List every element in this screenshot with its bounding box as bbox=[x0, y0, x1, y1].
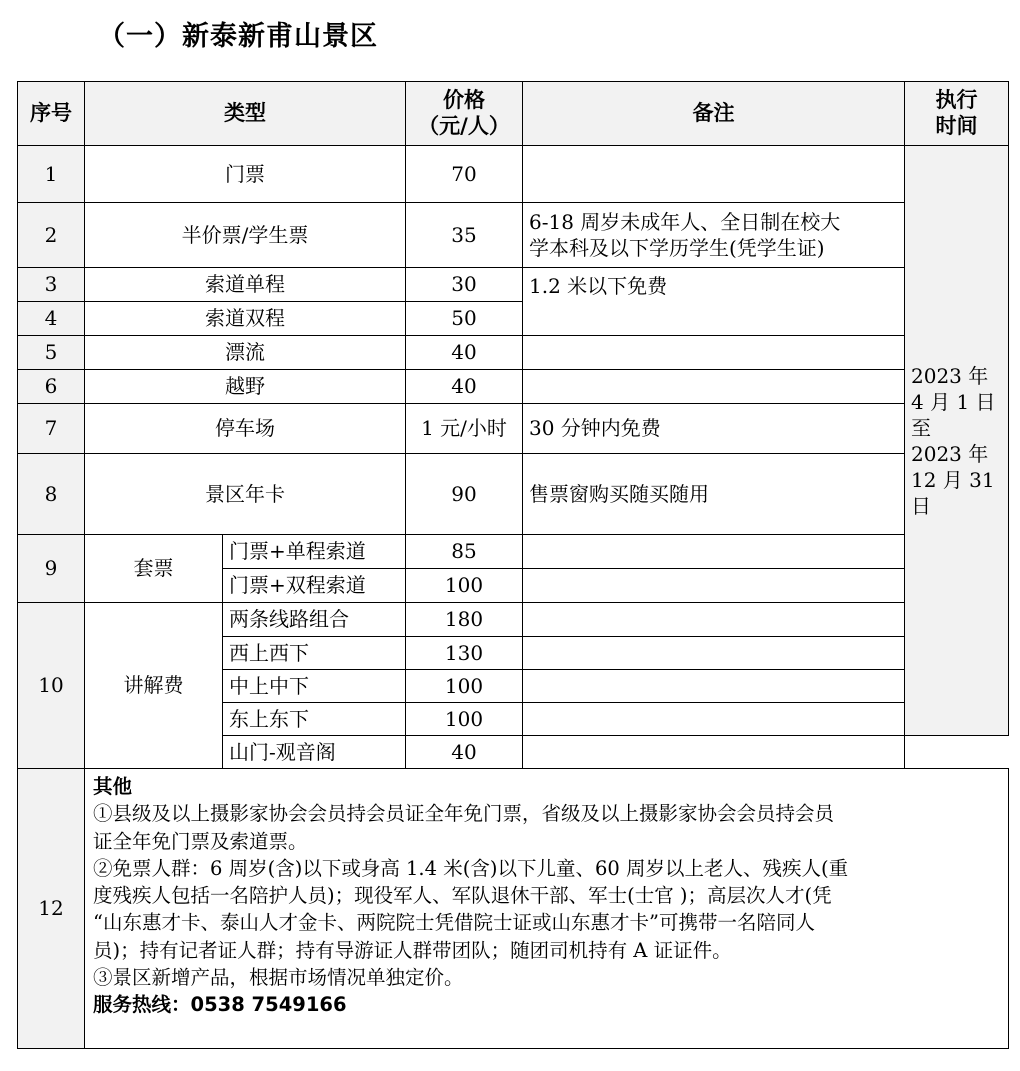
header-exec-line1: 执行 bbox=[935, 88, 978, 113]
row-seq: 8 bbox=[18, 454, 85, 535]
exec-time-line: 12 月 31 bbox=[911, 467, 995, 492]
row-seq: 1 bbox=[18, 146, 85, 203]
header-seq: 序号 bbox=[18, 82, 85, 146]
table-row bbox=[18, 268, 1009, 302]
other-note-line: ①县级及以上摄影家协会会员持会员证全年免门票，省级及以上摄影家协会会员持会员 bbox=[93, 802, 835, 826]
table-row bbox=[18, 769, 1009, 1049]
package-item-price: 85 bbox=[406, 535, 523, 569]
package-item-price: 100 bbox=[406, 569, 523, 603]
exec-time-cell bbox=[905, 146, 1009, 736]
other-note-line: 员)；持有记者证人群；持有导游证人群带团队；随团司机持有 A 证证件。 bbox=[93, 938, 732, 962]
row-remark bbox=[523, 637, 905, 670]
table-row bbox=[18, 146, 1009, 203]
row-seq: 6 bbox=[18, 370, 85, 404]
guide-item-type: 两条线路组合 bbox=[223, 603, 406, 637]
row-seq: 3 bbox=[18, 268, 85, 302]
header-price bbox=[406, 82, 523, 146]
guide-item-type: 西上西下 bbox=[223, 637, 406, 670]
package-item-type: 门票+双程索道 bbox=[223, 569, 406, 603]
row-price: 35 bbox=[406, 203, 523, 268]
row-remark bbox=[523, 535, 905, 569]
table-row bbox=[18, 203, 1009, 268]
row-remark bbox=[523, 670, 905, 703]
row-remark-line1: 6-18 周岁未成年人、全日制在校大 bbox=[529, 210, 841, 234]
table-row bbox=[18, 603, 1009, 637]
row-remark: 30 分钟内免费 bbox=[523, 404, 905, 454]
header-price-line2: （元/人） bbox=[418, 113, 510, 138]
table-row bbox=[18, 336, 1009, 370]
row-price: 70 bbox=[406, 146, 523, 203]
exec-time-line: 4 月 1 日 bbox=[911, 389, 996, 414]
row-seq: 5 bbox=[18, 336, 85, 370]
other-note-line: 证全年免门票及索道票。 bbox=[93, 829, 308, 853]
guide-item-price: 100 bbox=[406, 703, 523, 736]
row-type: 停车场 bbox=[85, 404, 406, 454]
exec-time-line: 至 bbox=[911, 415, 931, 440]
row-price: 40 bbox=[406, 336, 523, 370]
guide-item-price: 40 bbox=[406, 736, 523, 769]
row-price: 50 bbox=[406, 302, 523, 336]
row-remark bbox=[523, 336, 905, 370]
row-remark: 1.2 米以下免费 bbox=[523, 268, 905, 336]
row-seq: 2 bbox=[18, 203, 85, 268]
other-note-line: 度残疾人包括一名陪护人员)；现役军人、军队退休干部、军士(士官 )；高层次人才(凭 bbox=[93, 884, 832, 908]
row-seq: 9 bbox=[18, 535, 85, 603]
row-price: 1 元/小时 bbox=[406, 404, 523, 454]
exec-time-line: 2023 年 bbox=[911, 441, 989, 466]
row-type: 越野 bbox=[85, 370, 406, 404]
header-exec-time bbox=[905, 82, 1009, 146]
price-table bbox=[17, 81, 1009, 1049]
row-type: 索道双程 bbox=[85, 302, 406, 336]
other-note-line: ②免票人群：6 周岁(含)以下或身高 1.4 米(含)以下儿童、60 周岁以上老人、残疾人(重 bbox=[93, 856, 849, 880]
section-title: （一）新泰新甫山景区 bbox=[98, 21, 378, 52]
exec-time-line: 2023 年 bbox=[911, 363, 989, 388]
guide-group: 讲解费 bbox=[85, 603, 223, 769]
row-remark-line2: 学本科及以下学历学生(凭学生证) bbox=[529, 236, 825, 260]
row-remark bbox=[523, 370, 905, 404]
table-header-row bbox=[18, 82, 1009, 146]
row-remark bbox=[523, 736, 905, 769]
guide-item-price: 180 bbox=[406, 603, 523, 637]
row-type: 半价票/学生票 bbox=[85, 203, 406, 268]
exec-time-line: 日 bbox=[911, 493, 931, 518]
package-item-type: 门票+单程索道 bbox=[223, 535, 406, 569]
other-title: 其他 bbox=[93, 775, 133, 798]
guide-item-price: 100 bbox=[406, 670, 523, 703]
header-price-line1: 价格 bbox=[443, 88, 485, 113]
other-note-line: “山东惠才卡、泰山人才金卡、两院院士凭借院士证或山东惠才卡”可携带一名陪同人 bbox=[93, 911, 815, 935]
table-row bbox=[18, 454, 1009, 535]
row-remark: 售票窗购买随买随用 bbox=[523, 454, 905, 535]
table-row bbox=[18, 535, 1009, 569]
row-remark bbox=[523, 603, 905, 637]
other-notes-cell bbox=[85, 769, 1009, 1049]
row-type: 索道单程 bbox=[85, 268, 406, 302]
row-seq: 10 bbox=[18, 603, 85, 769]
row-price: 40 bbox=[406, 370, 523, 404]
other-note-line: ③景区新增产品，根据市场情况单独定价。 bbox=[93, 966, 464, 990]
row-remark bbox=[523, 703, 905, 736]
guide-item-price: 130 bbox=[406, 637, 523, 670]
row-seq: 4 bbox=[18, 302, 85, 336]
guide-item-type: 中上中下 bbox=[223, 670, 406, 703]
guide-item-type: 山门-观音阁 bbox=[223, 736, 406, 769]
row-price: 90 bbox=[406, 454, 523, 535]
row-type: 门票 bbox=[85, 146, 406, 203]
row-seq: 7 bbox=[18, 404, 85, 454]
header-type: 类型 bbox=[85, 82, 406, 146]
row-type: 漂流 bbox=[85, 336, 406, 370]
row-remark bbox=[523, 203, 905, 268]
table-row bbox=[18, 404, 1009, 454]
row-remark bbox=[523, 569, 905, 603]
guide-item-type: 东上东下 bbox=[223, 703, 406, 736]
row-type: 景区年卡 bbox=[85, 454, 406, 535]
service-hotline: 服务热线：0538 7549166 bbox=[93, 993, 347, 1017]
row-remark bbox=[523, 146, 905, 203]
table-row bbox=[18, 370, 1009, 404]
header-exec-line2: 时间 bbox=[935, 113, 978, 138]
header-remark: 备注 bbox=[523, 82, 905, 146]
row-seq: 12 bbox=[18, 769, 85, 1049]
package-group: 套票 bbox=[85, 535, 223, 603]
row-price: 30 bbox=[406, 268, 523, 302]
